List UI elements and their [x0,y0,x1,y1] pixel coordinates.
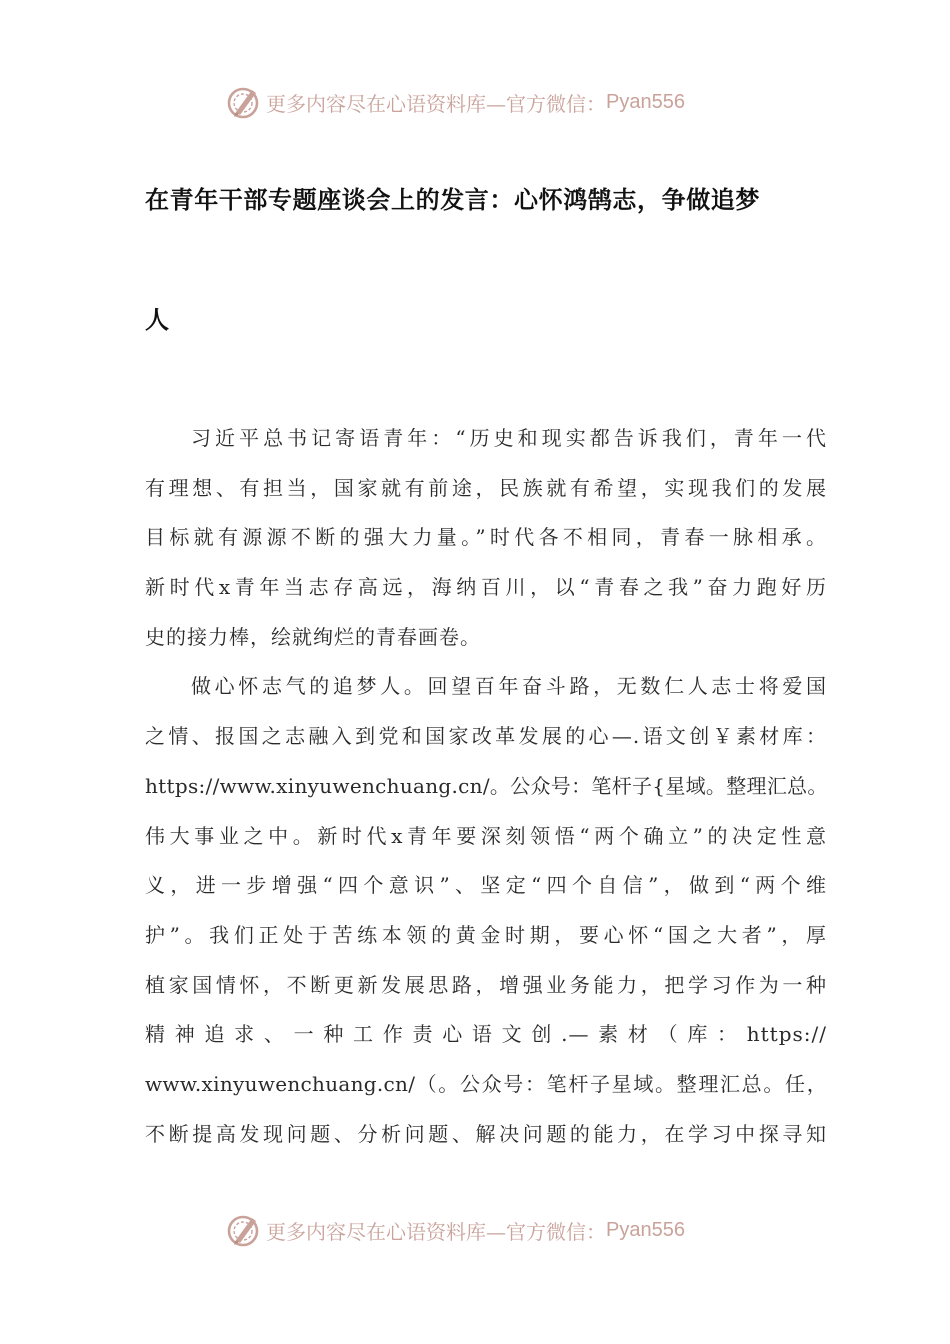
banner-wechat-id: Pyan556 [606,90,685,113]
body-line: www.xinyuwenchuang.cn/（。公众号：笔杆子星域。整理汇总。任， [145,1071,827,1096]
body-line: 精神追求、一种工作责心语文创.—素材（库：https:// [145,1022,827,1047]
body-line: 习近平总书记寄语青年：“历史和现实都告诉我们，青年一代 [191,426,827,450]
banner-text: 更多内容尽在心语资料库—官方微信： [266,1219,606,1244]
body-line: 史的接力棒，绘就绚烂的青春画卷。 [145,624,481,649]
body-line: 伟大事业之中。新时代x青年要深刻领悟“两个确立”的决定性意 [145,823,827,848]
body-line: 有理想、有担当，国家就有前途，民族就有希望，实现我们的发展 [145,475,827,500]
document-body [145,414,827,1159]
document-title-line-2: 人 [145,306,169,334]
body-line: 义，进一步增强“四个意识”、坚定“四个自信”，做到“两个维 [145,873,827,898]
body-line: 植家国情怀，不断更新发展思路，增强业务能力，把学习作为一种 [145,972,827,997]
body-line: 新时代x青年当志存高远，海纳百川，以“青春之我”奋力跑好历 [145,575,827,600]
pen-logo-icon [226,1212,262,1248]
body-line: 之情、报国之志融入到党和国家改革发展的心—.语文创￥素材库： [145,724,827,749]
body-line: 目标就有源源不断的强大力量。”时代各不相同，青春一脉相承。 [145,525,827,550]
body-line: 做心怀志气的追梦人。回望百年奋斗路，无数仁人志士将爱国 [191,674,827,699]
banner-wechat-id: Pyan556 [606,1218,685,1241]
document-title-line-1: 在青年干部专题座谈会上的发言：心怀鸿鹄志，争做追梦 [145,186,760,214]
body-line: https://www.xinyuwenchuang.cn/。公众号：笔杆子{星域。整理汇总。 [145,773,828,798]
body-line: 护”。我们正处于苦练本领的黄金时期，要心怀“国之大者”，厚 [145,922,827,947]
banner-text: 更多内容尽在心语资料库—官方微信： [266,91,606,116]
header-watermark-banner [226,82,685,122]
footer-watermark-banner [226,1210,685,1250]
body-line: 不断提高发现问题、分析问题、解决问题的能力，在学习中探寻知 [145,1121,827,1146]
pen-logo-icon [226,84,262,120]
